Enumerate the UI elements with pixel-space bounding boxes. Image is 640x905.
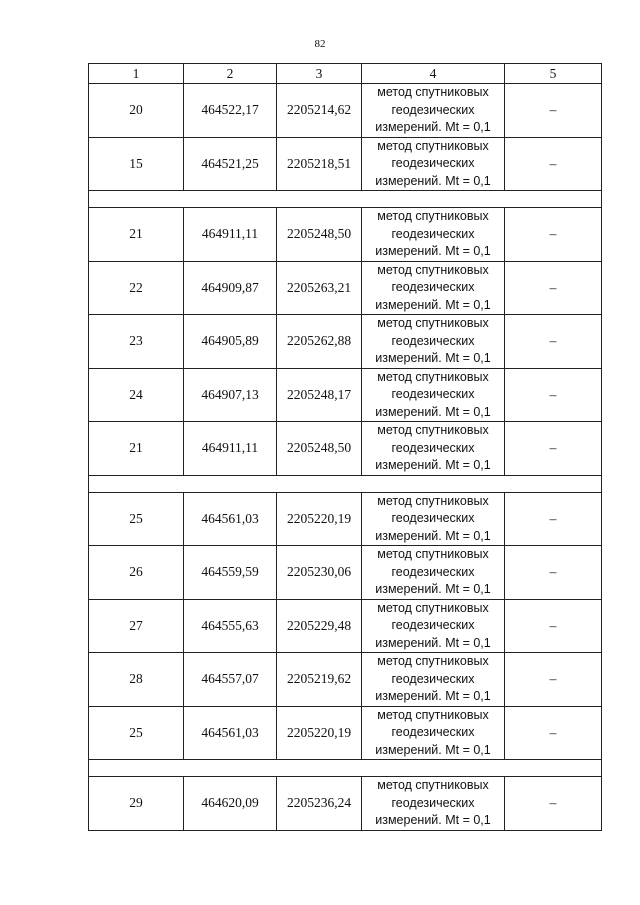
method-line: геодезических xyxy=(391,725,475,739)
table-header-row xyxy=(89,64,602,84)
note-cell: – xyxy=(505,261,602,315)
method-line: измерений. Mt = 0,1 xyxy=(375,528,491,543)
method-line: метод спутниковых xyxy=(377,369,489,384)
table-row xyxy=(89,599,602,653)
method-line: геодезических xyxy=(391,280,475,294)
table-row xyxy=(89,315,602,369)
method-line: измерений. Mt = 0,1 xyxy=(375,635,491,650)
method-line: геодезических xyxy=(391,440,475,455)
x-coordinate-cell: 464909,87 xyxy=(184,261,277,315)
method-line: геодезических xyxy=(391,156,475,170)
x-coordinate-cell: 464911,11 xyxy=(184,208,277,262)
method-line: геодезических xyxy=(391,618,475,632)
method-cell xyxy=(362,137,505,191)
table-row xyxy=(89,546,602,600)
table-row xyxy=(89,84,602,138)
point-number-cell: 29 xyxy=(89,777,184,831)
column-header: 3 xyxy=(277,64,362,84)
y-coordinate-cell: 2205220,19 xyxy=(277,492,362,546)
column-header: 5 xyxy=(505,64,602,84)
point-number-cell: 15 xyxy=(89,137,184,191)
method-line: геодезических xyxy=(391,511,475,525)
separator-cell xyxy=(89,475,602,492)
note-cell: – xyxy=(505,368,602,422)
point-number-cell: 26 xyxy=(89,546,184,600)
y-coordinate-cell: 2205262,88 xyxy=(277,315,362,369)
table-row xyxy=(89,208,602,262)
separator-row xyxy=(89,191,602,208)
y-coordinate-cell: 2205219,62 xyxy=(277,653,362,707)
method-line: измерений. Mt = 0,1 xyxy=(375,689,491,703)
x-coordinate-cell: 464522,17 xyxy=(184,84,277,138)
y-coordinate-cell: 2205236,24 xyxy=(277,777,362,831)
y-coordinate-cell: 2205229,48 xyxy=(277,599,362,653)
x-coordinate-cell: 464561,03 xyxy=(184,706,277,760)
note-cell: – xyxy=(505,315,602,369)
table-row xyxy=(89,777,602,831)
method-line: измерений. Mt = 0,1 xyxy=(375,120,491,134)
method-line: измерений. Mt = 0,1 xyxy=(375,244,491,258)
method-cell xyxy=(362,422,505,476)
point-number-cell: 28 xyxy=(89,653,184,707)
y-coordinate-cell: 2205218,51 xyxy=(277,137,362,191)
x-coordinate-cell: 464555,63 xyxy=(184,599,277,653)
method-cell xyxy=(362,706,505,760)
table-row xyxy=(89,706,602,760)
x-coordinate-cell: 464561,03 xyxy=(184,492,277,546)
point-number-cell: 21 xyxy=(89,208,184,262)
method-line: измерений. Mt = 0,1 xyxy=(375,173,491,188)
method-line: геодезических xyxy=(391,564,475,579)
method-line: метод спутниковых xyxy=(377,85,489,99)
method-line: геодезических xyxy=(391,795,475,810)
method-line: геодезических xyxy=(391,671,475,686)
method-cell xyxy=(362,653,505,707)
y-coordinate-cell: 2205230,06 xyxy=(277,546,362,600)
table-row xyxy=(89,137,602,191)
method-cell xyxy=(362,492,505,546)
table-row xyxy=(89,368,602,422)
point-number-cell: 21 xyxy=(89,422,184,476)
table-body xyxy=(89,84,602,831)
point-number-cell: 22 xyxy=(89,261,184,315)
method-line: геодезических xyxy=(391,102,475,117)
method-line: геодезических xyxy=(391,387,475,401)
x-coordinate-cell: 464557,07 xyxy=(184,653,277,707)
method-line: измерений. Mt = 0,1 xyxy=(375,742,491,757)
method-cell xyxy=(362,208,505,262)
x-coordinate-cell: 464521,25 xyxy=(184,137,277,191)
method-cell xyxy=(362,777,505,831)
method-line: измерений. Mt = 0,1 xyxy=(375,458,491,472)
method-line: измерений. Mt = 0,1 xyxy=(375,351,491,365)
y-coordinate-cell: 2205248,50 xyxy=(277,422,362,476)
y-coordinate-cell: 2205263,21 xyxy=(277,261,362,315)
table-row xyxy=(89,422,602,476)
method-line: геодезических xyxy=(391,226,475,241)
table-row xyxy=(89,492,602,546)
note-cell: – xyxy=(505,653,602,707)
x-coordinate-cell: 464559,59 xyxy=(184,546,277,600)
y-coordinate-cell: 2205220,19 xyxy=(277,706,362,760)
separator-row xyxy=(89,760,602,777)
note-cell: – xyxy=(505,777,602,831)
method-line: измерений. Mt = 0,1 xyxy=(375,813,491,827)
method-cell xyxy=(362,315,505,369)
method-line: метод спутниковых xyxy=(377,493,489,508)
y-coordinate-cell: 2205248,50 xyxy=(277,208,362,262)
coordinates-table xyxy=(88,63,602,831)
method-cell xyxy=(362,546,505,600)
method-line: метод спутниковых xyxy=(377,600,489,615)
method-line: измерений. Mt = 0,1 xyxy=(375,297,491,312)
method-line: метод спутниковых xyxy=(377,316,489,330)
column-header: 2 xyxy=(184,64,277,84)
note-cell: – xyxy=(505,84,602,138)
method-line: метод спутниковых xyxy=(377,423,489,437)
x-coordinate-cell: 464905,89 xyxy=(184,315,277,369)
method-cell xyxy=(362,84,505,138)
note-cell: – xyxy=(505,422,602,476)
table-row xyxy=(89,261,602,315)
point-number-cell: 25 xyxy=(89,706,184,760)
method-cell xyxy=(362,368,505,422)
table-row xyxy=(89,653,602,707)
y-coordinate-cell: 2205248,17 xyxy=(277,368,362,422)
method-line: метод спутниковых xyxy=(377,778,489,792)
separator-cell xyxy=(89,760,602,777)
note-cell: – xyxy=(505,208,602,262)
method-line: геодезических xyxy=(391,333,475,348)
note-cell: – xyxy=(505,546,602,600)
separator-cell xyxy=(89,191,602,208)
point-number-cell: 25 xyxy=(89,492,184,546)
method-line: измерений. Mt = 0,1 xyxy=(375,404,491,419)
y-coordinate-cell: 2205214,62 xyxy=(277,84,362,138)
note-cell: – xyxy=(505,492,602,546)
method-cell xyxy=(362,261,505,315)
point-number-cell: 24 xyxy=(89,368,184,422)
point-number-cell: 20 xyxy=(89,84,184,138)
note-cell: – xyxy=(505,706,602,760)
method-line: метод спутниковых xyxy=(377,138,489,153)
point-number-cell: 27 xyxy=(89,599,184,653)
x-coordinate-cell: 464620,09 xyxy=(184,777,277,831)
x-coordinate-cell: 464907,13 xyxy=(184,368,277,422)
method-cell xyxy=(362,599,505,653)
separator-row xyxy=(89,475,602,492)
point-number-cell: 23 xyxy=(89,315,184,369)
method-line: метод спутниковых xyxy=(377,262,489,277)
method-line: метод спутниковых xyxy=(377,547,489,561)
method-line: метод спутниковых xyxy=(377,707,489,722)
method-line: измерений. Mt = 0,1 xyxy=(375,582,491,596)
method-line: метод спутниковых xyxy=(377,654,489,668)
page-number: 82 xyxy=(314,38,326,50)
column-header: 1 xyxy=(89,64,184,84)
method-line: метод спутниковых xyxy=(377,209,489,223)
note-cell: – xyxy=(505,599,602,653)
x-coordinate-cell: 464911,11 xyxy=(184,422,277,476)
note-cell: – xyxy=(505,137,602,191)
column-header: 4 xyxy=(362,64,505,84)
